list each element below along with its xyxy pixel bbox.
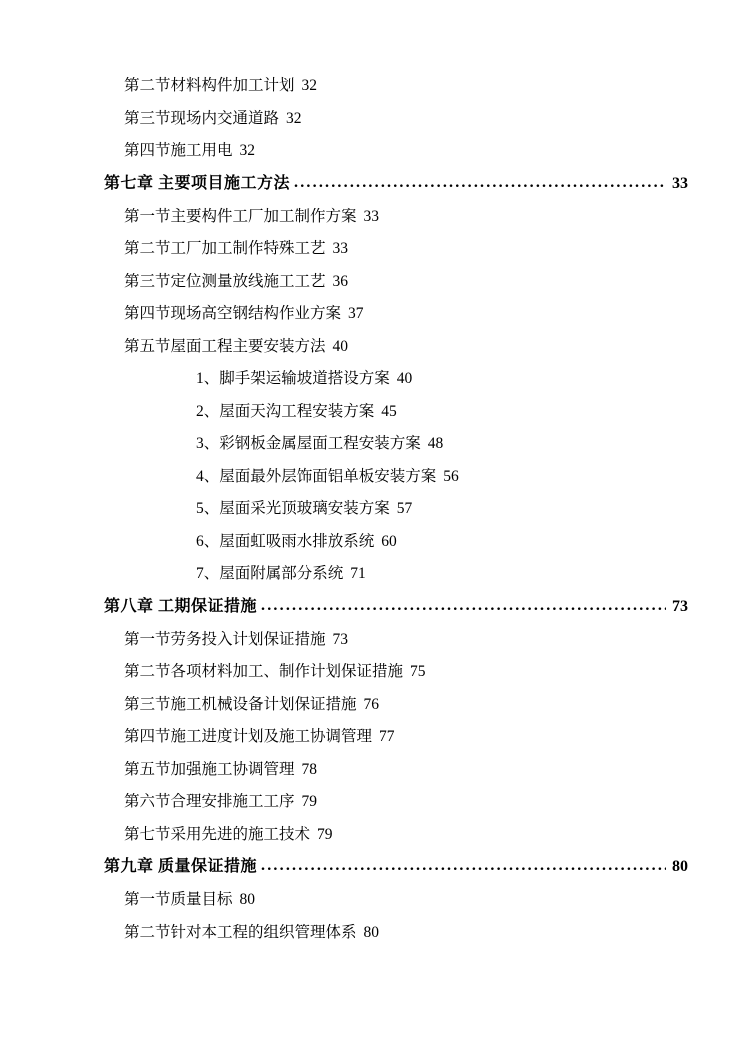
toc-entry-page-number: 32 [301, 77, 318, 94]
toc-entry-title: 4、屋面最外层饰面铝单板安装方案 [196, 467, 437, 485]
toc-entry-page-number: 79 [301, 793, 318, 810]
toc-entry-page-number: 80 [672, 858, 688, 875]
toc-entry-page-number: 73 [672, 597, 688, 615]
toc-entry-item[interactable] [56, 566, 688, 582]
toc-entry-item[interactable] [56, 469, 688, 485]
toc-entry-section[interactable] [56, 925, 688, 941]
toc-entry-title: 第三节施工机械设备计划保证措施 [124, 695, 357, 713]
toc-entry-page-number: 32 [286, 109, 302, 127]
toc-entry-title: 第七章 主要项目施工方法 [104, 174, 291, 192]
toc-entry-title: 第二节针对本工程的组织管理体系 [124, 923, 357, 941]
toc-dot-leader [261, 858, 666, 874]
toc-entry-page-number: 79 [317, 825, 333, 843]
toc-entry-page-number: 71 [350, 565, 366, 582]
toc-entry-title: 第四节施工进度计划及施工协调管理 [124, 728, 373, 745]
toc-entry-page-number: 40 [332, 337, 349, 355]
toc-entry-page-number: 60 [381, 532, 397, 550]
toc-entry-section[interactable] [56, 892, 688, 908]
toc-entry-title: 7、屋面附属部分系统 [196, 565, 344, 582]
toc-entry-title: 第三节定位测量放线施工工艺 [124, 272, 326, 290]
toc-entry-title: 第三节现场内交通道路 [124, 109, 280, 127]
toc-entry-title: 6、屋面虹吸雨水排放系统 [196, 532, 375, 550]
toc-entry-title: 3、彩钢板金属屋面工程安装方案 [196, 435, 421, 452]
toc-dot-leader [294, 175, 666, 191]
toc-entry-title: 第二节各项材料加工、制作计划保证措施 [124, 663, 404, 680]
toc-entry-title: 第一节质量目标 [124, 891, 233, 908]
toc-entry-page-number: 32 [239, 142, 256, 159]
toc-entry-page-number: 76 [363, 695, 380, 713]
toc-entry-page-number: 33 [332, 240, 349, 257]
toc-entry-chapter[interactable] [56, 859, 688, 875]
toc-entry-title: 第五节屋面工程主要安装方法 [124, 337, 326, 355]
toc-entry-title: 5、屋面采光顶玻璃安装方案 [196, 500, 390, 517]
toc-entry-title: 第二节材料构件加工计划 [124, 77, 295, 94]
toc-entry-section[interactable] [56, 339, 688, 355]
toc-entry-page-number: 36 [332, 272, 349, 290]
toc-entry-section[interactable] [56, 827, 688, 843]
toc-entry-section[interactable] [56, 794, 688, 810]
toc-entry-section[interactable] [56, 697, 688, 713]
toc-entry-section[interactable] [56, 274, 688, 290]
toc-entry-item[interactable] [56, 404, 688, 420]
toc-entry-title: 第六节合理安排施工工序 [124, 793, 295, 810]
toc-entry-section[interactable] [56, 209, 688, 225]
toc-entry-page-number: 48 [427, 435, 444, 452]
toc-entry-section[interactable] [56, 762, 688, 778]
toc-entry-chapter[interactable] [56, 176, 688, 192]
toc-entry-page-number: 33 [363, 207, 380, 225]
toc-entry-title: 第四节施工用电 [124, 142, 233, 159]
toc-entry-section[interactable] [56, 306, 688, 322]
toc-entry-item[interactable] [56, 501, 688, 517]
toc-entry-page-number: 75 [410, 663, 426, 680]
toc-entry-title: 第七节采用先进的施工技术 [124, 825, 311, 843]
toc-entry-item[interactable] [56, 371, 688, 387]
toc-entry-title: 第一节劳务投入计划保证措施 [124, 630, 326, 648]
toc-entry-page-number: 73 [332, 630, 349, 648]
toc-entry-section[interactable] [56, 632, 688, 648]
toc-entry-title: 第二节工厂加工制作特殊工艺 [124, 240, 326, 257]
toc-entry-chapter[interactable] [56, 599, 688, 615]
toc-dot-leader [261, 598, 666, 614]
toc-entry-page-number: 77 [379, 728, 395, 745]
toc-entry-page-number: 40 [396, 370, 413, 387]
toc-entry-title: 第八章 工期保证措施 [104, 597, 258, 615]
toc-entry-page-number: 80 [239, 891, 256, 908]
toc-entry-page-number: 78 [301, 760, 318, 778]
table-of-contents [56, 78, 688, 940]
toc-entry-item[interactable] [56, 534, 688, 550]
toc-entry-section[interactable] [56, 143, 688, 159]
toc-entry-section[interactable] [56, 729, 688, 745]
toc-entry-section[interactable] [56, 78, 688, 94]
toc-entry-section[interactable] [56, 241, 688, 257]
toc-entry-page-number: 57 [396, 500, 413, 517]
toc-entry-page-number: 56 [443, 467, 459, 485]
toc-entry-item[interactable] [56, 436, 688, 452]
toc-entry-title: 第一节主要构件工厂加工制作方案 [124, 207, 357, 225]
toc-entry-page-number: 45 [381, 402, 397, 420]
toc-entry-title: 2、屋面天沟工程安装方案 [196, 402, 375, 420]
toc-entry-section[interactable] [56, 664, 688, 680]
toc-entry-title: 第四节现场高空钢结构作业方案 [124, 305, 342, 322]
toc-entry-title: 1、脚手架运输坡道搭设方案 [196, 370, 390, 387]
toc-entry-page-number: 80 [363, 923, 380, 941]
toc-entry-section[interactable] [56, 111, 688, 127]
toc-entry-page-number: 37 [348, 305, 364, 322]
toc-entry-title: 第九章 质量保证措施 [104, 858, 258, 875]
toc-entry-page-number: 33 [672, 174, 688, 192]
toc-entry-title: 第五节加强施工协调管理 [124, 760, 295, 778]
